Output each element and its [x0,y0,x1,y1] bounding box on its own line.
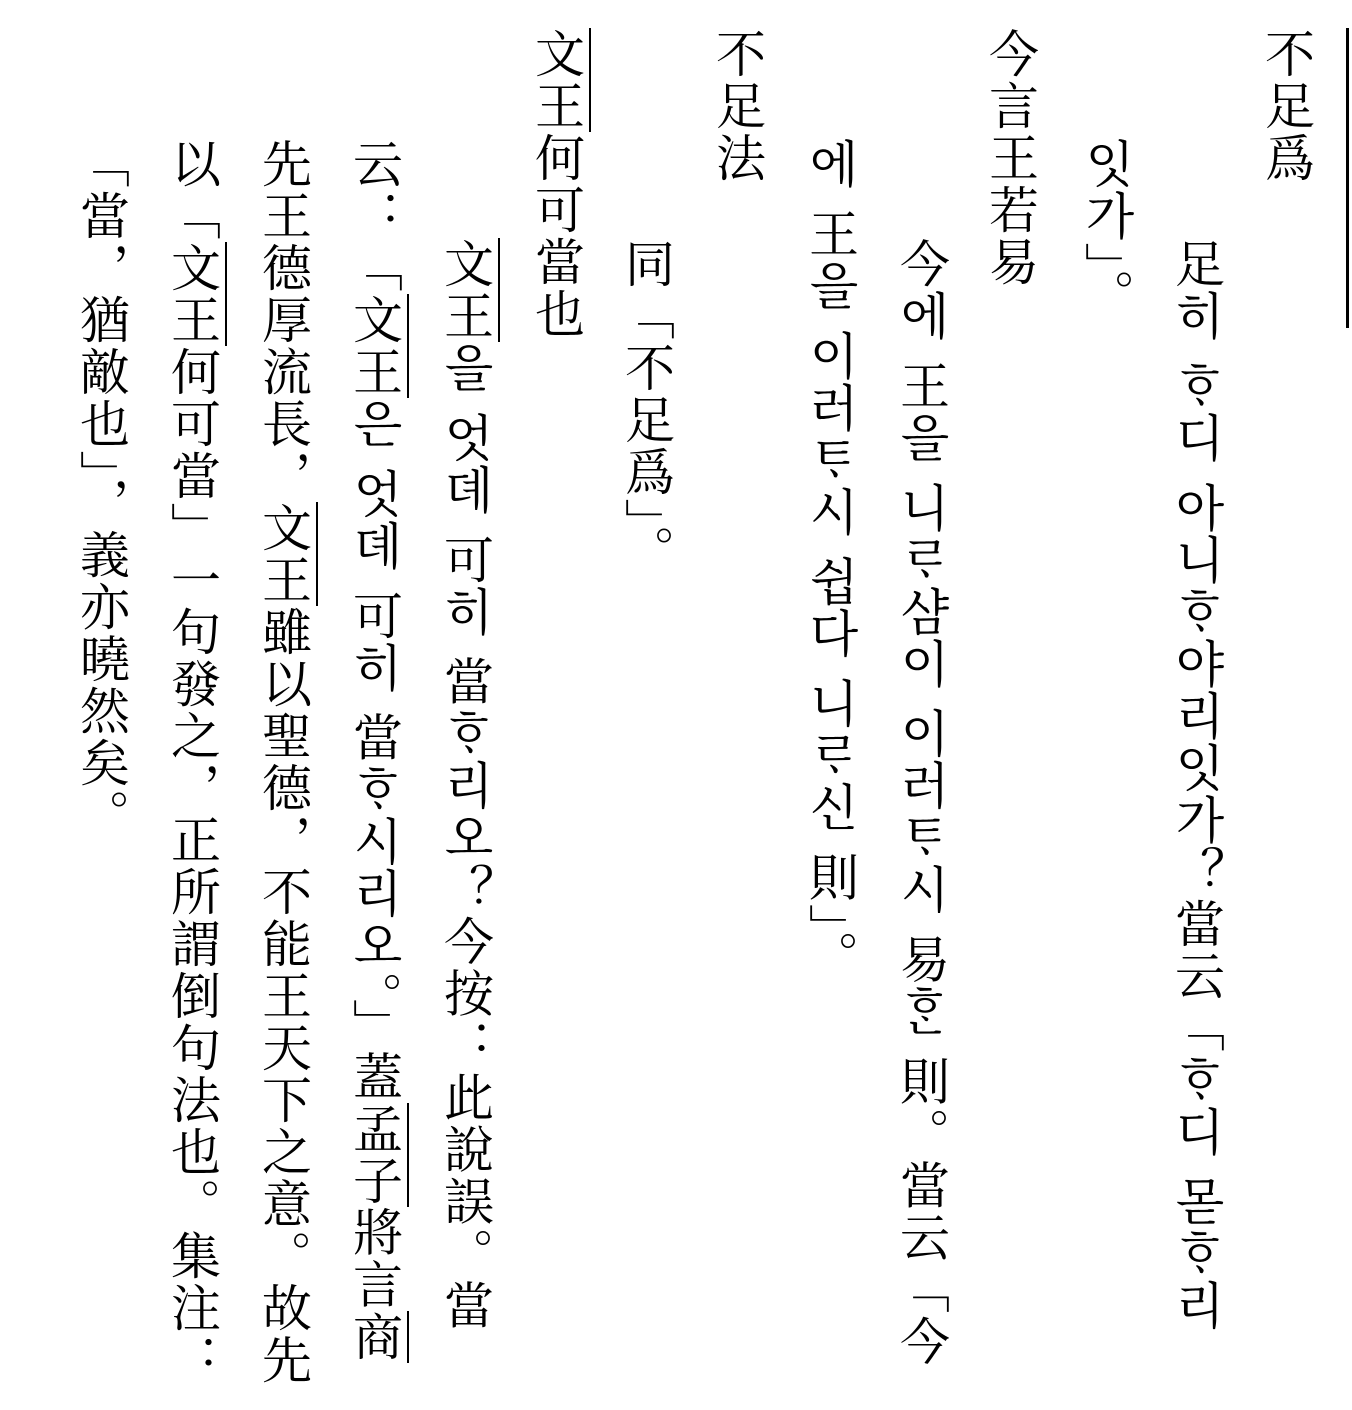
heading-text: 何可當也 [527,132,585,340]
proper-noun-wenwang: 文王 [254,502,318,606]
note-col-11 [346,138,402,1363]
proper-noun-wenwang: 文王 [436,238,500,342]
heading-col-7: 不足法 [708,28,766,184]
note-text: 은 엇뎨 可히 當ᄒᆞ시리오。」蓋 [345,398,403,1103]
gloss-col-6: 에 王을 이러ᄐᆞ시 쉽다 니ᄅᆞ신 則」。 [801,138,859,983]
heading-col-4: 今言王若易 [981,28,1039,288]
note-text: 云：「 [345,138,403,294]
proper-noun-shang: 商 [345,1311,409,1363]
gloss-col-5: 今에 王을 니ᄅᆞ샴이 이러ᄐᆞ시 易ᄒᆞᆫ 則。當云「今 [892,238,950,1368]
note-col-13 [164,138,220,1386]
note-text: 雖以聖德，不能王天下之意。故先 [254,606,312,1386]
gloss-col-2: 足히 ᄒᆞ디 아니ᄒᆞ야리잇가？當云「ᄒᆞ디 몯ᄒᆞ리 [1167,238,1225,1332]
proper-noun-wenwang: 文王 [527,28,591,132]
gloss-col-3: 잇가」。 [1077,138,1135,321]
proper-noun-wenwang: 文王 [345,294,409,398]
gloss-col-8: 同「不足爲」。 [617,238,675,577]
note-text: 將言 [345,1206,403,1311]
gloss-text: 을 엇뎨 可히 當ᄒᆞ리오？今按：此說誤。當 [436,342,494,1332]
proper-noun-mengzi: 孟子 [345,1103,409,1207]
note-col-14: 「當，猶敵也」，義亦曉然矣。 [72,138,130,841]
note-text: 何可當」一句發之，正所謂倒句法也。集注： [163,346,221,1386]
heading-col-1: 不足爲 [1257,28,1315,184]
proper-noun-wenwang: 文王 [163,242,227,346]
gloss-col-10 [437,238,493,1332]
note-text: 先王德厚流長， [254,138,312,502]
note-text: 以「 [163,138,221,242]
heading-col-9 [528,28,584,340]
note-col-12 [255,138,311,1386]
page-edge-mark [1346,28,1352,328]
